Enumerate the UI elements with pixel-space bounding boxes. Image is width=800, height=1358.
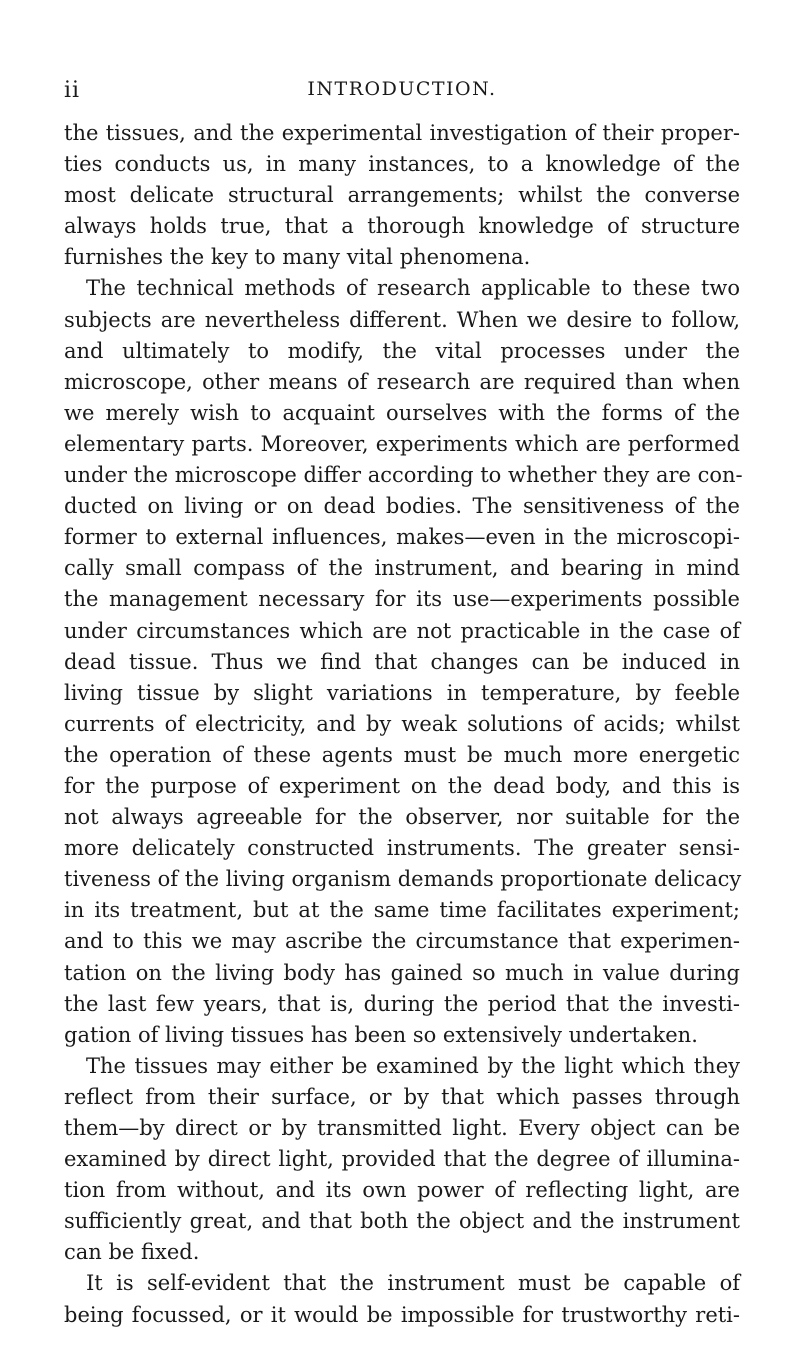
running-head	[64, 78, 740, 108]
text-line: under the microscope differ according to whether they are con-	[64, 463, 743, 488]
text-line: It is self-evident that the instrument must be capable of	[86, 1271, 740, 1296]
text-line: for the purpose of experiment on the dead body, and this is	[64, 773, 740, 798]
text-line: more delicately constructed instruments. The greater sensi-	[64, 836, 740, 861]
text-line: always holds true, that a thorough knowledge of structure	[64, 214, 740, 239]
text-line: The tissues may either be examined by the light which they	[86, 1053, 740, 1078]
text-line: tiveness of the living organism demands proportionate delicacy	[64, 867, 742, 892]
paragraph-1	[64, 118, 740, 273]
text-line: being focussed, or it would be impossible for trustworthy reti-	[64, 1302, 740, 1327]
text-line: dead tissue. Thus we find that changes can be induced in	[64, 649, 740, 674]
text-line: sufficiently great, and that both the object and the instrument	[64, 1209, 740, 1234]
text-line: the management necessary for its use—experiments possible	[64, 587, 740, 612]
text-line: in its treatment, but at the same time facilitates experiment;	[64, 898, 740, 923]
text-line: microscope, other means of research are required than when	[64, 369, 740, 394]
body-text	[64, 118, 743, 1331]
text-line: the tissues, and the experimental investigation of their proper-	[64, 121, 740, 145]
text-line: we merely wish to acquaint ourselves with the forms of the	[64, 400, 740, 425]
text-line: under circumstances which are not practicable in the case of	[64, 618, 740, 643]
text-line: examined by direct light, provided that the degree of illumina-	[64, 1147, 740, 1172]
page-number: ii	[64, 78, 81, 103]
text-line: The technical methods of research applicable to these two	[86, 276, 740, 301]
text-line: former to external influences, makes—even in the microscopi-	[64, 525, 740, 550]
text-line: not always agreeable for the observer, nor suitable for the	[64, 805, 740, 830]
paragraph-3	[64, 1051, 740, 1269]
text-line: cally small compass of the instrument, and bearing in mind	[64, 556, 740, 581]
text-line: living tissue by slight variations in temperature, by feeble	[64, 680, 740, 705]
text-line: gation of living tissues has been so extensively undertaken.	[64, 1022, 698, 1047]
text-line: the operation of these agents must be much more energetic	[64, 742, 740, 767]
text-line: can be fixed.	[64, 1240, 200, 1265]
text-line: the last few years, that is, during the period that the investi-	[64, 991, 740, 1016]
text-line: ducted on living or on dead bodies. The sensitiveness of the	[64, 494, 740, 519]
text-line: and ultimately to modify, the vital processes under the	[64, 338, 740, 363]
running-title: INTRODUCTION.	[307, 78, 497, 100]
text-line: reflect from their surface, or by that which passes through	[64, 1084, 740, 1109]
text-line: ties conducts us, in many instances, to a knowledge of the	[64, 152, 740, 177]
text-line: furnishes the key to many vital phenomena.	[64, 245, 531, 270]
paragraph-4	[64, 1268, 740, 1330]
text-line: and to this we may ascribe the circumstance that experimen-	[64, 929, 740, 954]
text-line: currents of electricity, and by weak solutions of acids; whilst	[64, 711, 740, 736]
text-line: subjects are nevertheless different. When we desire to follow,	[64, 307, 740, 332]
text-line: tion from without, and its own power of reflecting light, are	[64, 1178, 740, 1203]
text-line: tation on the living body has gained so much in value during	[64, 960, 740, 985]
paragraph-2	[64, 273, 743, 1050]
text-line: most delicate structural arrangements; whilst the converse	[64, 183, 740, 208]
text-line: elementary parts. Moreover, experiments which are performed	[64, 431, 740, 456]
text-line: them—by direct or by transmitted light. Every object can be	[64, 1116, 740, 1140]
